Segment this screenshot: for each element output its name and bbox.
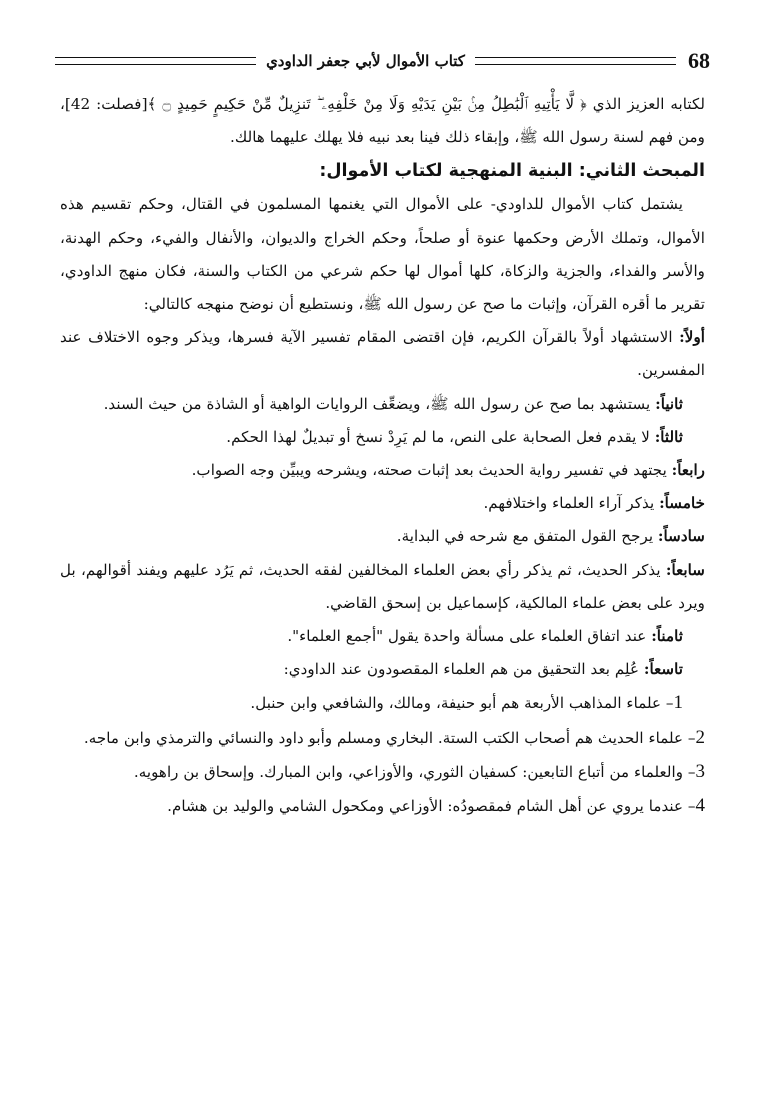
point-lead: تاسعاً: bbox=[643, 660, 683, 679]
point-lead: خامساً: bbox=[659, 494, 705, 513]
point-text: الاستشهاد أولاً بالقرآن الكريم، فإن اقتضى المقام تفسير الآية فسرها، ويذكر وجوه الاختلاف عند المفسرين. bbox=[60, 328, 705, 380]
item-text: – علماء الحديث هم أصحاب الكتب الستة. البخاري ومسلم وأبو داود والنسائي والترمذي وابن ماجه. bbox=[83, 728, 696, 747]
point-text: يجتهد في تفسير رواية الحديث بعد إثبات صحته، ويشرحه ويبيِّن وجه الصواب. bbox=[191, 461, 672, 480]
scholars-item-3 bbox=[60, 755, 705, 789]
header-rule-right bbox=[475, 57, 676, 65]
point-lead: أولاً: bbox=[679, 328, 705, 347]
point-lead: ثانياً: bbox=[655, 394, 683, 413]
point-text: يرجح القول المتفق مع شرحه في البداية. bbox=[396, 527, 658, 546]
paragraph-overview bbox=[60, 188, 705, 321]
point-text: يذكر آراء العلماء واختلافهم. bbox=[483, 494, 660, 513]
point-text: عند اتفاق العلماء على مسألة واحدة يقول "أجمع العلماء". bbox=[287, 627, 652, 646]
point-lead: رابعاً: bbox=[671, 461, 705, 480]
running-header bbox=[55, 46, 710, 76]
header-rule-left bbox=[55, 57, 256, 65]
item-text: – عندما يروي عن أهل الشام فمقصودُه: الأوزاعي ومكحول الشامي والوليد بن هشام. bbox=[167, 797, 696, 816]
paragraph-text: لكتابه العزيز الذي ﴿ لَّا يَأْتِيهِ ٱلْبَٰطِلُ مِنۢ بَيْنِ يَدَيْهِ وَلَا مِنْ خَلْفِهِۦ ۖ تَنزِيلٌ مِّنْ حَكِيمٍ حَمِيدٍ ۝ ﴾[فصلت: 42]، ومن فهم لسنة رسول الله ﷺ، وإبقاء ذلك فينا بعد نبيه فلا يهلك عليهما هالك. bbox=[60, 95, 705, 147]
item-number: 4 bbox=[695, 795, 705, 817]
item-text: – علماء المذاهب الأربعة هم أبو حنيفة، ومالك، والشافعي وابن حنبل. bbox=[250, 694, 674, 713]
method-point-9 bbox=[60, 653, 705, 686]
method-point-8 bbox=[60, 620, 705, 653]
item-number: 1 bbox=[673, 692, 683, 714]
method-point-5 bbox=[60, 487, 705, 520]
section-heading: المبحث الثاني: البنية المنهجية لكتاب الأموال: bbox=[319, 161, 705, 182]
method-point-6 bbox=[60, 520, 705, 553]
item-number: 2 bbox=[695, 726, 705, 748]
scholars-item-2 bbox=[60, 721, 705, 755]
scholars-item-1 bbox=[60, 686, 705, 720]
method-point-2 bbox=[60, 388, 705, 421]
item-text: – والعلماء من أتباع التابعين: كسفيان الثوري، والأوزاعي، وابن المبارك. وإسحاق بن راهويه. bbox=[133, 762, 696, 781]
point-lead: ثامناً: bbox=[651, 627, 683, 646]
item-number: 3 bbox=[695, 760, 705, 782]
paragraph-intro bbox=[60, 88, 705, 154]
point-text: عُلِم بعد التحقيق من هم العلماء المقصودون عند الداودي: bbox=[283, 660, 644, 679]
point-text: يستشهد بما صح عن رسول الله ﷺ، ويضعِّف الروايات الواهية أو الشاذة من حيث السند. bbox=[103, 394, 656, 413]
method-point-1 bbox=[60, 321, 705, 387]
paragraph-text: يشتمل كتاب الأموال للداودي- على الأموال التي يغنمها المسلمون في القتال، وحكم تقسيم هذه الأموال، وتملك الأرض وحكمها عنوة أو صلحاً، وحكم الخراج والديوان، والأنفال والفيء، وحكم الهدنة، والأسر والفداء، والجزية والزكاة، كلها أموال لها حكم شرعي من الكتاب والسنة، فكان منهج الداودي، تقرير ما أقره القرآن، وإثبات ما صح عن رسول الله ﷺ، ونستطيع أن نوضح منهجه كالتالي: bbox=[60, 195, 705, 314]
page-body bbox=[60, 88, 705, 823]
method-point-3 bbox=[60, 421, 705, 454]
method-point-4 bbox=[60, 454, 705, 487]
method-point-7 bbox=[60, 554, 705, 620]
page-number: 68 bbox=[688, 48, 710, 73]
point-lead: سادساً: bbox=[657, 527, 705, 546]
point-lead: ثالثاً: bbox=[654, 427, 683, 446]
point-lead: سابعاً: bbox=[665, 560, 705, 579]
point-text: يذكر الحديث، ثم يذكر رأي بعض العلماء المخالفين لفقه الحديث، ثم يَرُد عليهم ويفند أقوالهم، بل ويرد على بعض علماء المالكية، كإسماعيل بن إسحق القاضي. bbox=[60, 560, 705, 612]
point-text: لا يقدم فعل الصحابة على النص، ما لم يَرِدْ نسخ أو تبديلٌ لهذا الحكم. bbox=[226, 427, 655, 446]
scholars-item-4 bbox=[60, 789, 705, 823]
running-title: كتاب الأموال لأبي جعفر الداودي bbox=[266, 52, 465, 70]
